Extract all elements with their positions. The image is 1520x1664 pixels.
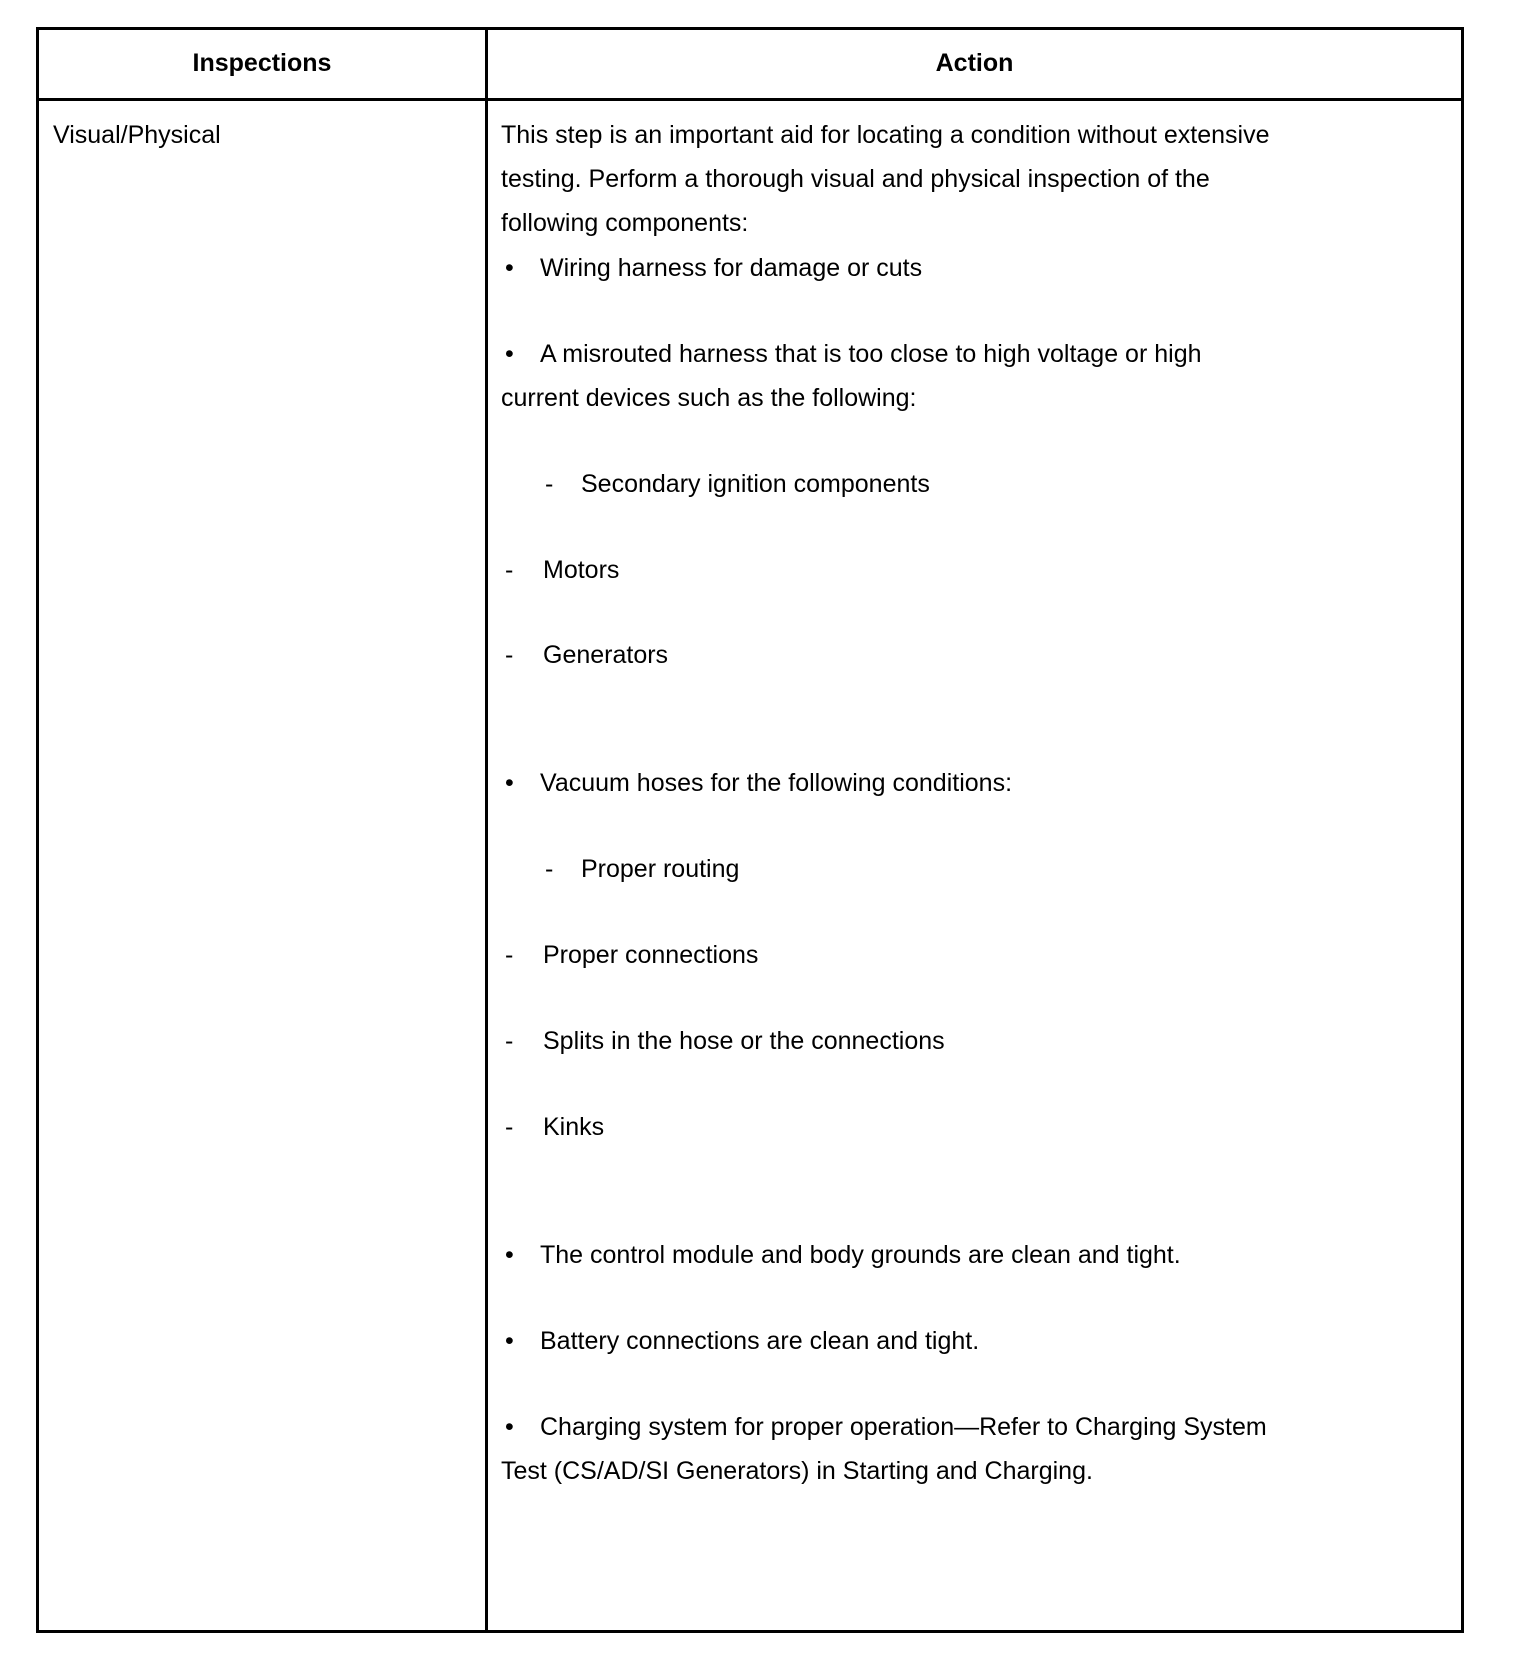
dash-marker: -: [505, 941, 514, 969]
sub-item: Kinks: [543, 1113, 605, 1141]
intro-line: testing. Perform a thorough visual and physical inspection of the: [501, 165, 1210, 193]
inspection-cell: Visual/Physical: [53, 121, 221, 149]
column-divider: [485, 30, 488, 1630]
bullet-marker: •: [505, 254, 514, 282]
bullet-marker: •: [505, 1241, 514, 1269]
bullet-marker: •: [505, 1413, 514, 1441]
bullet-item: Charging system for proper operation—Refer to Charging System: [540, 1413, 1267, 1441]
bullet-item-cont: current devices such as the following:: [501, 384, 917, 412]
sub-item: Proper routing: [581, 855, 740, 883]
sub-item: Generators: [543, 641, 669, 669]
bullet-item: Vacuum hoses for the following conditions:: [540, 769, 1013, 797]
bullet-item-cont: Test (CS/AD/SI Generators) in Starting and Charging.: [501, 1457, 1093, 1485]
sub-item: Secondary ignition components: [581, 470, 930, 498]
intro-line: following components:: [501, 209, 749, 237]
bullet-marker: •: [505, 340, 514, 368]
dash-marker: -: [505, 641, 514, 669]
bullet-item: Battery connections are clean and tight.: [540, 1327, 980, 1355]
header-divider: [39, 98, 1461, 101]
dash-marker: -: [545, 855, 554, 883]
sub-item: Motors: [543, 556, 620, 584]
bullet-item: A misrouted harness that is too close to high voltage or high: [540, 340, 1202, 368]
dash-marker: -: [505, 1027, 514, 1055]
bullet-marker: •: [505, 1327, 514, 1355]
dash-marker: -: [505, 556, 514, 584]
bullet-marker: •: [505, 769, 514, 797]
sub-item: Proper connections: [543, 941, 759, 969]
header-inspections: Inspections: [192, 49, 332, 77]
intro-line: This step is an important aid for locating a condition without extensive: [501, 121, 1270, 149]
dash-marker: -: [505, 1113, 514, 1141]
header-action: Action: [935, 49, 1014, 77]
sub-item: Splits in the hose or the connections: [543, 1027, 945, 1055]
bullet-item: The control module and body grounds are clean and tight.: [540, 1241, 1181, 1269]
bullet-item: Wiring harness for damage or cuts: [540, 254, 923, 282]
dash-marker: -: [545, 470, 554, 498]
